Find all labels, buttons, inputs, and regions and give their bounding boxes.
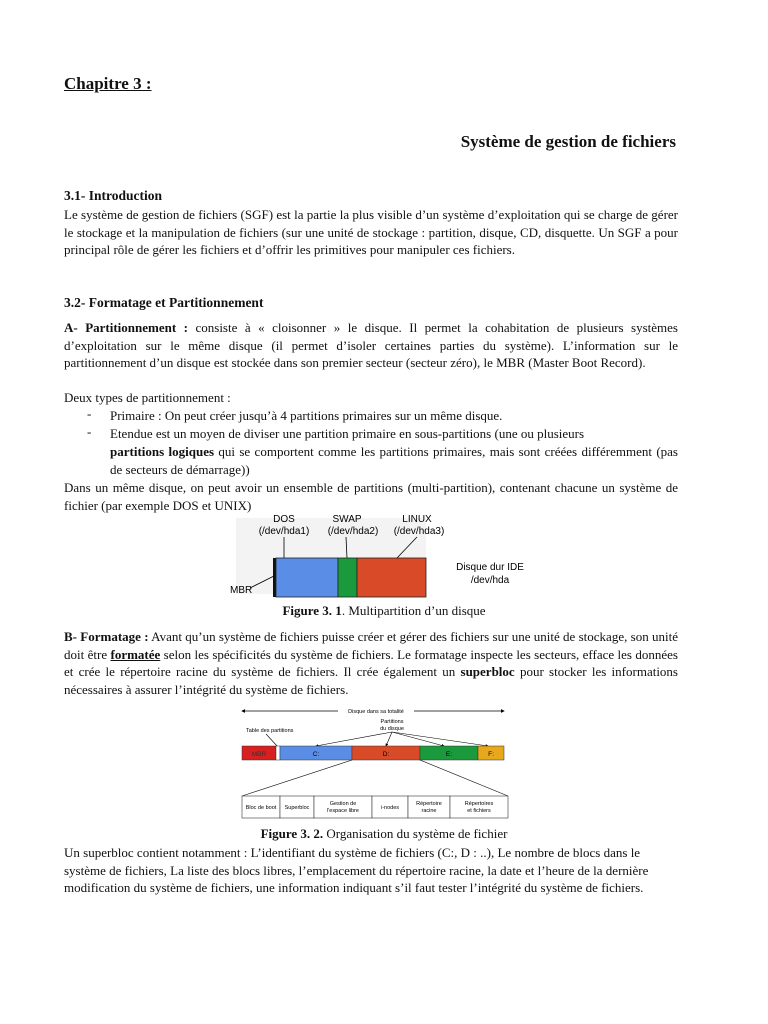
linux-partition-segment: [357, 558, 426, 597]
partition-pointer-c: [316, 732, 392, 746]
zoom-line-left: [242, 760, 352, 796]
section-heading-text: 3.1- Introduction: [64, 188, 163, 203]
free-space-label-2: l'espace libre: [327, 808, 359, 814]
figure2-caption: [0, 826, 768, 842]
partitioning-body: consiste à « cloisonner » le disque. Il permet la cohabitation de plusieurs systèmes d’exploitation sur le même disque (il permet d’isoler certaines parties du système). L’information sur le partitionnement d’un disque est stockée dans son premier secteur (secteur zéro), le MBR (Master Boot Record).: [64, 320, 678, 371]
bullet-extended-line1: Etendue est un moyen de diviser une partition primaire en sous-partitions (une ou plusieurs: [110, 426, 585, 441]
partition-d-label: D:: [382, 751, 390, 758]
formatting-body-1: Avant qu’un système de fichiers puisse créer et gérer des fichiers sur une unité de stockage, son unité doit être: [64, 629, 678, 662]
formatted-term: formatée: [110, 646, 161, 662]
partition-f-label: F:: [488, 751, 494, 758]
root-directory-label: Répertoire: [416, 801, 442, 807]
root-directory-label-2: racine: [421, 808, 437, 814]
whole-disk-label: Disque dans sa totalité: [348, 709, 404, 715]
partition-table-label: Table des partitions: [246, 728, 294, 734]
partition-table-block: [276, 746, 280, 760]
figure2-number: Figure 3. 2.: [260, 826, 324, 841]
bullet-marker: -: [87, 424, 92, 439]
filesystem-organization-figure: [240, 704, 510, 820]
directories-files-box: [450, 796, 508, 818]
bullet-primary: Primaire : On peut créer jusqu’à 4 partitions primaires sur un même disque.: [110, 408, 503, 423]
superblock-label: Superbloc: [284, 805, 310, 811]
partition-table-pointer: [266, 734, 278, 747]
directories-files-label: Répertoires: [464, 801, 494, 807]
bullet-marker: -: [87, 406, 92, 421]
root-directory-box: [408, 796, 450, 818]
boot-block-label: Bloc de boot: [245, 805, 277, 811]
bullet-extended-body: qui se comportent comme les partitions primaires, mais sont créées différemment (pas de secteurs de démarrage)): [110, 444, 678, 477]
formatting-label: B- Formatage :: [64, 629, 149, 644]
mbr-label: MBR: [230, 585, 253, 596]
chapter-heading: Chapitre 3 :: [64, 74, 152, 93]
logical-partitions-term: partitions logiques: [110, 444, 215, 459]
figure1-title: . Multipartition d’un disque: [341, 603, 486, 618]
free-space-label: Gestion de: [329, 801, 357, 807]
section-formatting-heading: [64, 295, 263, 311]
free-space-box: [314, 796, 372, 818]
zoom-line-right: [420, 760, 508, 796]
swap-partition-segment: [338, 558, 357, 597]
multipartition-figure: [226, 512, 546, 598]
superbloc-term: superbloc: [460, 664, 515, 680]
swap-label: SWAP: [332, 514, 362, 525]
superblock-paragraph: Un superbloc contient notamment : L’identifiant du système de fichiers (C:, D : ..), Le nombre de blocs dans le système de fichiers, La liste des blocs libres, l’emplacement du répertoire racine, la date et l’heure de la dernière modification du système de fichiers, une information indiquant s’il faut tester l’intégrité du système de fichiers.: [64, 845, 649, 896]
partitioning-paragraph: [64, 319, 678, 372]
dos-device-label: (/dev/hda1): [258, 526, 310, 537]
partition-pointer-f: [392, 732, 488, 746]
disk-partitions-label: Partitions: [380, 719, 404, 725]
linux-device-label: (/dev/hda3): [393, 526, 445, 537]
partition-pointer-e: [392, 732, 444, 746]
mbr-segment: [273, 558, 276, 597]
multipartition-paragraph: Dans un même disque, on peut avoir un ensemble de partitions (multi-partition), contenant chacune un système de fichier (par exemple DOS et UNIX): [64, 480, 678, 513]
formatting-paragraph: [64, 628, 678, 698]
inodes-label: i-nodes: [380, 805, 400, 811]
partition-pointer-d: [386, 732, 392, 746]
section-intro-heading: [64, 188, 162, 204]
mbr-block-label: MBR: [251, 751, 267, 758]
swap-device-label: (/dev/hda2): [327, 526, 379, 537]
partition-types-intro: Deux types de partitionnement :: [64, 390, 231, 405]
linux-label: LINUX: [402, 514, 432, 525]
formatting-body-3: pour stocker les informations nécessaires à assurer l’intégrité du système de fichiers.: [64, 664, 678, 697]
formatting-body-2: selon les spécificités du système de fichiers. Le formatage inspecte les secteurs, efface les données et crée le répertoire racine du système de fichiers. Il crée également un: [64, 646, 678, 680]
bullet-extended-rest: [110, 443, 678, 478]
dos-label: DOS: [273, 514, 295, 525]
figure1-number: Figure 3. 1: [282, 603, 342, 618]
directories-files-label-2: et fichiers: [467, 808, 491, 814]
figure2-title: Organisation du système de fichier: [323, 826, 508, 841]
figure1-caption: [0, 603, 768, 619]
disk-device-label: /dev/hda: [470, 575, 510, 586]
disk-label: Disque dur IDE: [456, 562, 524, 573]
partition-e-label: E:: [445, 751, 453, 758]
partitioning-label: A- Partitionnement :: [64, 320, 188, 335]
intro-paragraph: Le système de gestion de fichiers (SGF) est la partie la plus visible d’un système d’exploitation qui se charge de gérer le stockage et la manipulation de fichiers (sur une unité de stockage : partition, disque, CD, disquette. Un SGF a pour principal rôle de gérer les fichiers et d’offrir les primitives pour manipuler ces fichiers.: [64, 207, 678, 258]
disk-partitions-label-2: du disque: [380, 726, 404, 732]
dos-partition-segment: [276, 558, 338, 597]
section-heading-text: 3.2- Formatage et Partitionnement: [64, 295, 264, 310]
partition-c-label: C:: [312, 751, 320, 758]
document-title: Système de gestion de fichiers: [460, 132, 676, 151]
